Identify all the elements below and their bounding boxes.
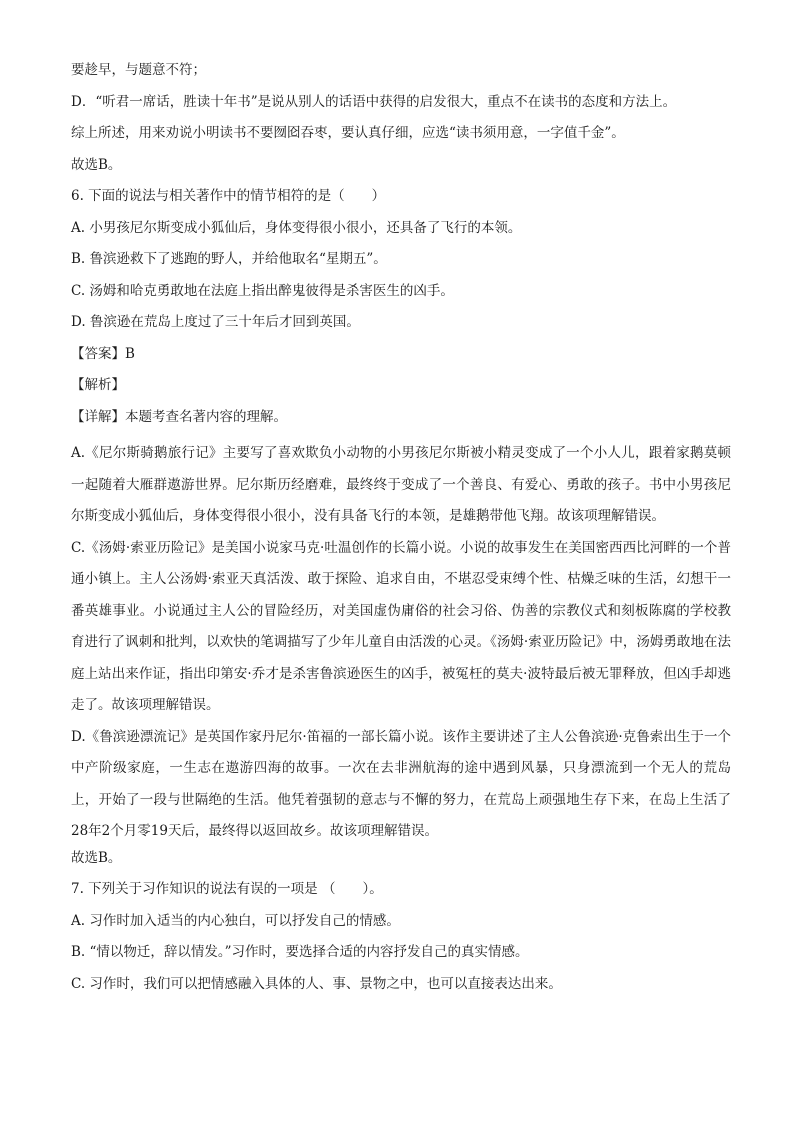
option-7c: C. 习作时，我们可以把情感融入具体的人、事、景物之中，也可以直接表达出来。: [71, 975, 562, 992]
text-line: 综上所述，用来劝说小明读书不要囫囵吞枣，要认真仔细，应选“读书须用意，一字值千金”。: [71, 125, 625, 141]
explanation-a: A.《尼尔斯骑鹅旅行记》主要写了喜欢欺负小动物的小男孩尼尔斯被小精灵变成了一个小人儿，跟着家鹅莫顿一起随着大雁群遨游世界。尼尔斯历经磨难，最终终于变成了一个善良、有爱心、勇敢的孩子。书中小男孩尼尔斯变成小狐仙后，身体变得很小很小，没有具备飞行的本领，是雄鹅带他飞翔。故该项理解错误。: [71, 445, 731, 524]
question-6: 6. 下面的说法与相关著作中的情节相符的是（ ）: [71, 188, 386, 204]
document-page: [71, 60, 731, 1005]
analysis-label: 【解析】: [71, 377, 125, 393]
text-line: 要趁早，与题意不符；: [71, 62, 206, 78]
option-6d: D. 鲁滨逊在荒岛上度过了三十年后才回到英国。: [71, 314, 360, 330]
explanation-d: D.《鲁滨逊漂流记》是英国作家丹尼尔·笛福的一部长篇小说。该作主要讲述了主人公鲁滨逊·克鲁索出生于一个中产阶级家庭，一生志在遨游四海的故事。一次在去非洲航海的途中遇到风暴，只身漂流到一个无人的荒岛上，开始了一段与世隔绝的生活。他凭着强韧的意志与不懈的努力，在荒岛上顽强地生存下来，在岛上生活了28年2个月零19天后，最终得以返回故乡。故该项理解错误。: [71, 728, 731, 839]
option-7b: B. “情以物迁，辞以情发。”习作时，要选择合适的内容抒发自己的真实情感。: [71, 944, 529, 960]
option-7a: A. 习作时加入适当的内心独白，可以抒发自己的情感。: [71, 912, 400, 929]
explanation-c: C.《汤姆·索亚历险记》是美国小说家马克·吐温创作的长篇小说。小说的故事发生在美国密西西比河畔的一个普通小镇上。主人公汤姆·索亚天真活泼、敢于探险、追求自由，不堪忍受束缚个性、枯燥乏味的生活，幻想干一番英雄事业。小说通过主人公的冒险经历，对美国虚伪庸俗的社会习俗、伪善的宗教仪式和刻板陈腐的学校教育进行了讽刺和批判，以欢快的笔调描写了少年儿童自由活泼的心灵。《汤姆·索亚历险记》中，汤姆勇敢地在法庭上站出来作证，指出印第安·乔才是杀害鲁滨逊医生的凶手，被冤枉的莫夫·波特最后被无罪释放，但凶手却逃走了。故该项理解错误。: [71, 539, 731, 713]
text-line: 故选B。: [71, 156, 122, 173]
question-7: 7. 下列关于习作知识的说法有误的一项是 （ ）。: [71, 881, 383, 897]
option-6b: B. 鲁滨逊救下了逃跑的野人，并给他取名“星期五”。: [71, 251, 387, 267]
option-6a: A. 小男孩尼尔斯变成小狐仙后，身体变得很小很小，还具备了飞行的本领。: [71, 219, 522, 236]
option-6c: C. 汤姆和哈克勇敢地在法庭上指出醉鬼彼得是杀害医生的凶手。: [71, 282, 454, 299]
text-line: 故选B。: [71, 849, 122, 866]
answer-label: 【答案】B: [71, 345, 135, 362]
text-line: D．“听君一席话，胜读十年书”是说从别人的话语中获得的启发很大，重点不在读书的态度和方法上。: [71, 93, 677, 110]
detail-line: 【详解】本题考查名著内容的理解。: [71, 408, 287, 425]
